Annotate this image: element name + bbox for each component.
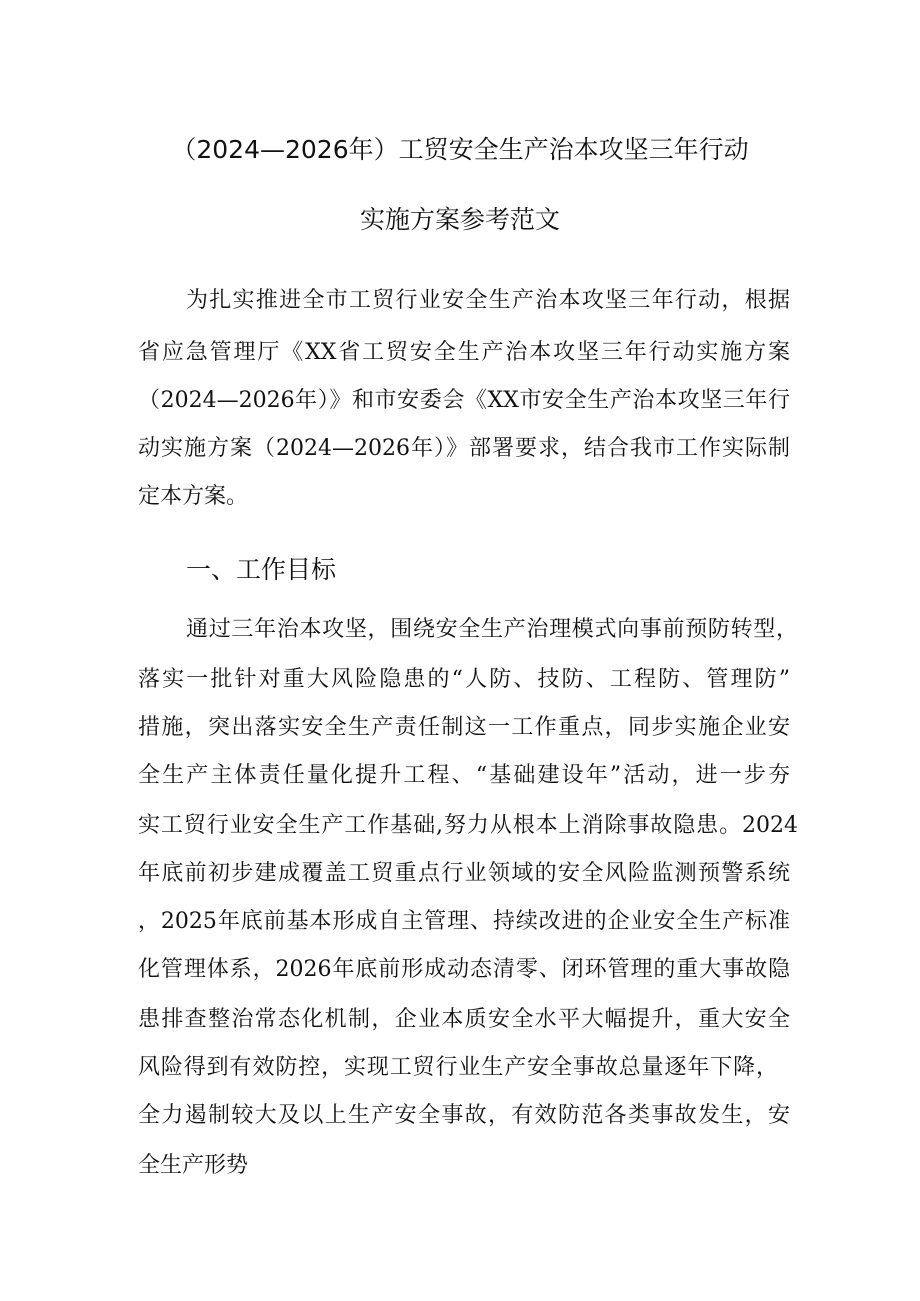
paragraph-line: 化管理体系，2026年底前形成动态清零、闭环管理的重大事故隐 [138,957,790,982]
section-heading: 一、工作目标 [186,555,337,584]
paragraph-line: ，2025年底前基本形成自主管理、持续改进的企业安全生产标准 [138,909,790,934]
paragraph-line: 年底前初步建成覆盖工贸重点行业领域的安全风险监测预警系统 [138,861,790,886]
intro-line: 省应急管理厅《XX省工贸安全生产治本攻坚三年行动实施方案 [138,340,790,365]
intro-line: 定本方案。 [138,484,249,509]
paragraph-line: 通过三年治本攻坚，围绕安全生产治理模式向事前预防转型， [186,617,798,642]
paragraph-line: 实工贸行业安全生产工作基础,努力从根本上消除事故隐患。2024 [138,813,798,838]
paragraph-line: 风险得到有效防控，实现工贸行业生产安全事故总量逐年下降， [138,1055,778,1080]
document-title-line-1: （2024—2026年）工贸安全生产治本攻坚三年行动 [171,135,749,164]
paragraph-line: 全力遏制较大及以上生产安全事故，有效防范各类事故发生，安 [138,1103,790,1128]
paragraph-line: 患排查整治常态化机制，企业本质安全水平大幅提升，重大安全 [138,1007,790,1032]
intro-line: 动实施方案（2024—2026年）》部署要求，结合我市工作实际制 [138,436,790,461]
paragraph-line: 全生产主体责任量化提升工程、“基础建设年”活动，进一步夯 [138,763,790,788]
intro-line: 为扎实推进全市工贸行业安全生产治本攻坚三年行动，根据 [186,288,790,313]
intro-line: （2024—2026年）》和市安委会《XX市安全生产治本攻坚三年行 [138,388,790,413]
document-title-line-2: 实施方案参考范文 [359,205,560,234]
paragraph-line: 措施，突出落实安全生产责任制这一工作重点，同步实施企业安 [138,715,790,740]
paragraph-line: 落实一批针对重大风险隐患的“人防、技防、工程防、管理防” [138,667,790,692]
paragraph-line: 全生产形势 [138,1153,249,1178]
